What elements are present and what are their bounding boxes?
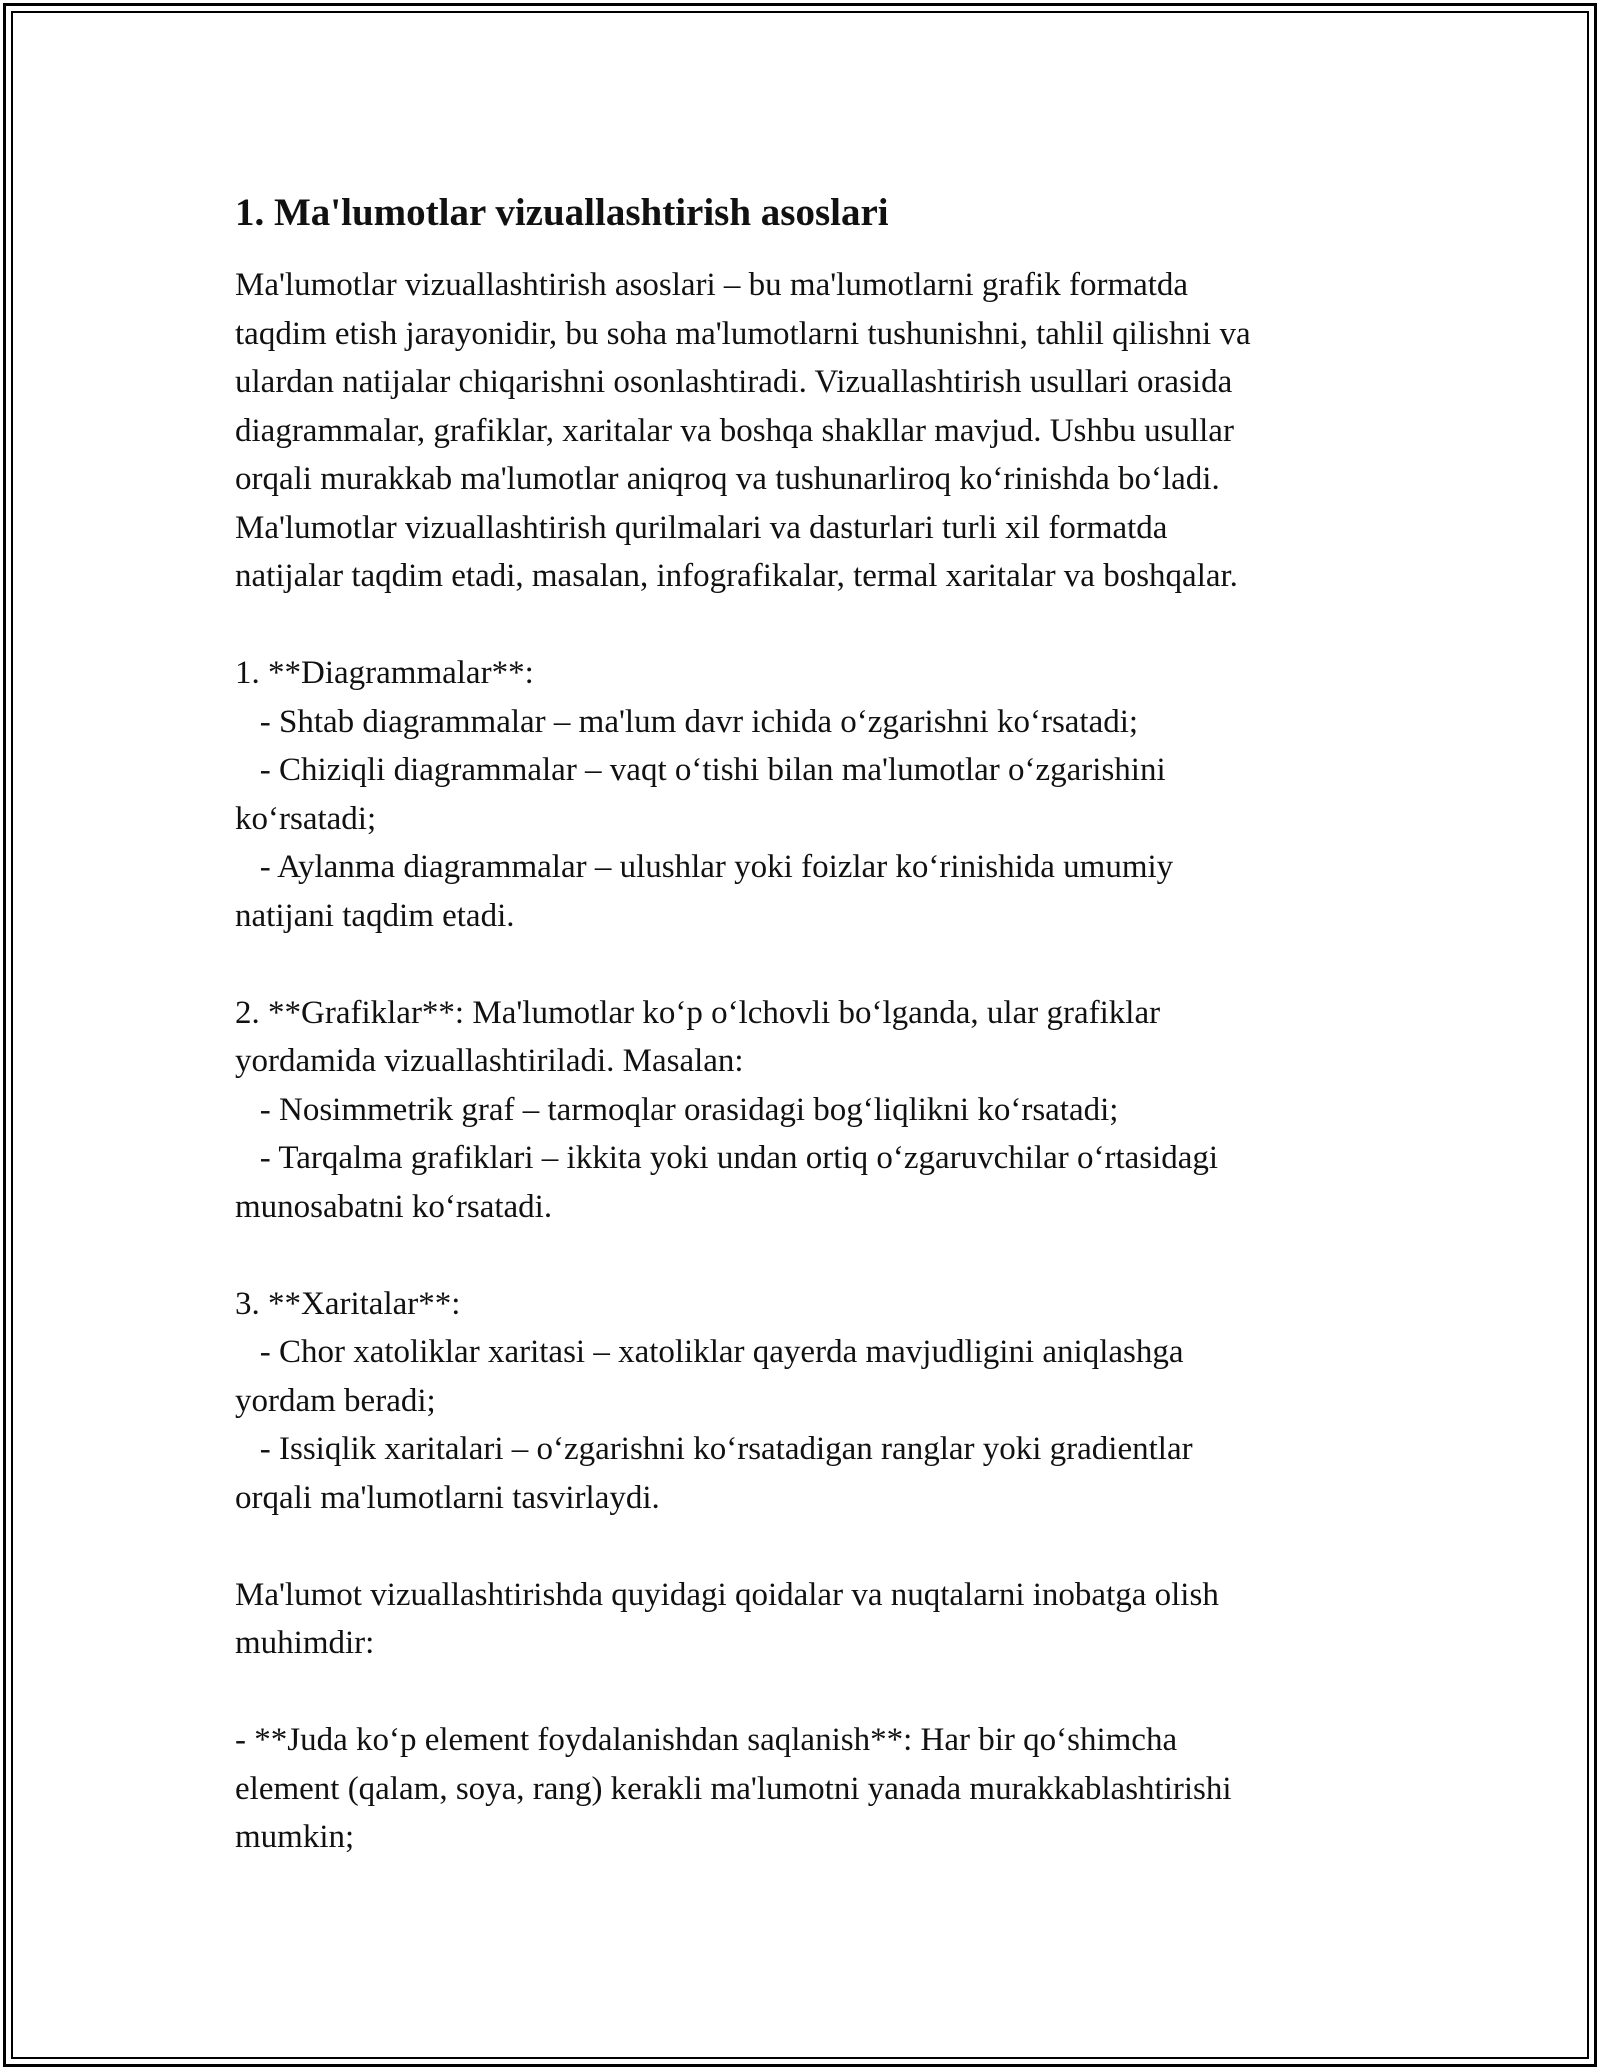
section-xaritalar [235,1280,1385,1523]
paragraph-gap [235,940,1385,989]
section-heading-continuation: yordamida vizuallashtiriladi. Masalan: [235,1043,744,1079]
list-item-continuation: yordam beradi; [235,1382,436,1419]
list-item-continuation: orqali ma'lumotlarni tasvirlaydi. [235,1479,660,1516]
section-grafiklar [235,989,1385,1232]
list-item: - Chor xatoliklar xaritasi – xatoliklar qayerda mavjudligini aniqlashga [235,1334,1184,1370]
rules-intro-line: Ma'lumot vizuallashtirishda quyidagi qoidalar va nuqtalarni inobatga olish [235,1576,1219,1613]
intro-line: taqdim etish jarayonidir, bu soha ma'lumotlarni tushunishni, tahlil qilishni va [235,315,1251,352]
rule-line: element (qalam, soya, rang) kerakli ma'lumotni yanada murakkablashtirishi [235,1770,1232,1807]
list-item: - Tarqalma grafiklari – ikkita yoki undan ortiq o‘zgaruvchilar o‘rtasidagi [235,1140,1219,1176]
intro-line: Ma'lumotlar vizuallashtirish asoslari – bu ma'lumotlarni grafik formatda [235,267,1189,303]
document-body [235,185,1385,1862]
list-item: - Nosimmetrik graf – tarmoqlar orasidagi bog‘liqlikni ko‘rsatadi; [235,1091,1119,1128]
intro-line: natijalar taqdim etadi, masalan, infografikalar, termal xaritalar va boshqalar. [235,558,1238,594]
paragraph-gap [235,601,1385,650]
list-item-continuation: munosabatni ko‘rsatadi. [235,1188,553,1225]
section-heading: 1. **Diagrammalar**: [235,655,534,691]
intro-line: Ma'lumotlar vizuallashtirish qurilmalari va dasturlari turli xil formatda [235,509,1168,546]
paragraph-gap [235,1668,1385,1717]
list-item-continuation: ko‘rsatadi; [235,800,377,837]
rule-line: - **Juda ko‘p element foydalanishdan saqlanish**: Har bir qo‘shimcha [235,1722,1178,1758]
list-item: - Shtab diagrammalar – ma'lum davr ichida o‘zgarishni ko‘rsatadi; [235,703,1139,740]
rule-line: mumkin; [235,1819,355,1855]
section-heading: 3. **Xaritalar**: [235,1285,461,1322]
intro-line: diagrammalar, grafiklar, xaritalar va boshqa shakllar mavjud. Ushbu usullar [235,412,1234,449]
list-item: - Aylanma diagrammalar – ulushlar yoki foizlar ko‘rinishida umumiy [235,849,1174,885]
list-item: - Issiqlik xaritalari – o‘zgarishni ko‘rsatadigan ranglar yoki gradientlar [235,1431,1193,1467]
intro-paragraph [235,261,1385,601]
rules-intro-line: muhimdir: [235,1625,375,1661]
rule-item [235,1716,1385,1862]
paragraph-gap [235,1522,1385,1571]
list-item-continuation: natijani taqdim etadi. [235,897,515,934]
rules-intro-paragraph [235,1571,1385,1668]
section-diagrammalar [235,649,1385,940]
paragraph-gap [235,1231,1385,1280]
section-heading: 2. **Grafiklar**: Ma'lumotlar ko‘p o‘lchovli bo‘lganda, ular grafiklar [235,994,1161,1031]
page-title: 1. Ma'lumotlar vizuallashtirish asoslari [235,191,889,234]
intro-line: ulardan natijalar chiqarishni osonlashtiradi. Vizuallashtirish usullari orasida [235,364,1233,400]
intro-line: orqali murakkab ma'lumotlar aniqroq va tushunarliroq ko‘rinishda bo‘ladi. [235,461,1220,497]
list-item: - Chiziqli diagrammalar – vaqt o‘tishi bilan ma'lumotlar o‘zgarishini [235,752,1166,788]
